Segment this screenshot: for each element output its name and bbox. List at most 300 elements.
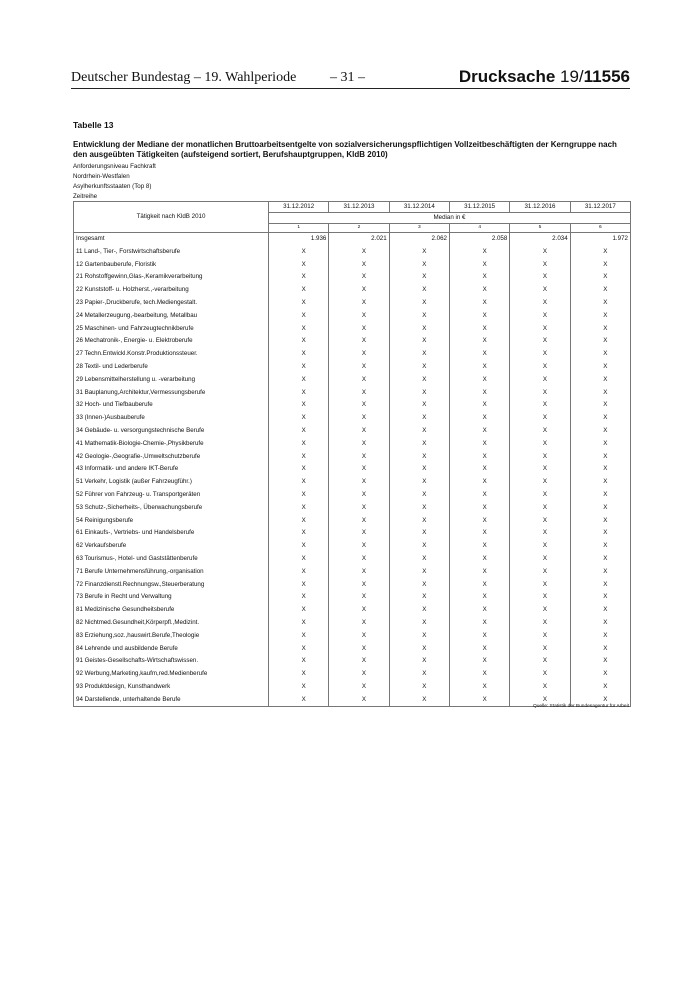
value-cell: X bbox=[269, 566, 329, 579]
parliament-title: Deutscher Bundestag – 19. Wahlperiode bbox=[71, 70, 297, 85]
table-row bbox=[74, 502, 631, 515]
value-cell: X bbox=[510, 310, 570, 323]
value-cell: X bbox=[329, 374, 389, 387]
column-number: 5 bbox=[510, 224, 570, 233]
value-cell: X bbox=[510, 271, 570, 284]
table-row bbox=[74, 425, 631, 438]
value-cell: X bbox=[269, 617, 329, 630]
value-cell: X bbox=[510, 412, 570, 425]
row-label: 92 Werbung,Marketing,kaufm,red.Medienberufe bbox=[74, 668, 269, 681]
value-cell: 2.021 bbox=[329, 233, 389, 246]
unit-header: Median in € bbox=[269, 213, 631, 224]
value-cell: X bbox=[570, 399, 630, 412]
value-cell: X bbox=[510, 323, 570, 336]
value-cell: X bbox=[449, 438, 509, 451]
value-cell: X bbox=[389, 515, 449, 528]
value-cell: X bbox=[510, 438, 570, 451]
value-cell: X bbox=[389, 604, 449, 617]
value-cell: X bbox=[510, 335, 570, 348]
column-number: 6 bbox=[570, 224, 630, 233]
value-cell: X bbox=[449, 540, 509, 553]
value-cell: X bbox=[510, 668, 570, 681]
value-cell: X bbox=[269, 553, 329, 566]
row-header-cell: Tätigkeit nach KldB 2010 bbox=[74, 202, 269, 233]
value-cell: X bbox=[449, 566, 509, 579]
value-cell: X bbox=[570, 259, 630, 272]
row-label: 27 Techn.Entwickl.Konstr.Produktionssteuer. bbox=[74, 348, 269, 361]
value-cell: X bbox=[269, 399, 329, 412]
value-cell: X bbox=[269, 284, 329, 297]
value-cell: X bbox=[570, 668, 630, 681]
value-cell: X bbox=[329, 591, 389, 604]
page-header bbox=[71, 67, 630, 90]
value-cell: X bbox=[570, 643, 630, 656]
value-cell: X bbox=[329, 271, 389, 284]
row-label: 26 Mechatronik-, Energie- u. Elektroberufe bbox=[74, 335, 269, 348]
value-cell: X bbox=[449, 259, 509, 272]
table-row bbox=[74, 259, 631, 272]
value-cell: 2.034 bbox=[510, 233, 570, 246]
table-row bbox=[74, 655, 631, 668]
row-label: 12 Gartenbauberufe, Floristik bbox=[74, 259, 269, 272]
row-label: 42 Geologie-,Geografie-,Umweltschutzberufe bbox=[74, 451, 269, 464]
value-cell: X bbox=[329, 681, 389, 694]
value-cell: X bbox=[570, 489, 630, 502]
value-cell: X bbox=[329, 604, 389, 617]
row-label: 91 Geistes-Gesellschafts-Wirtschaftswissen. bbox=[74, 655, 269, 668]
table-body bbox=[74, 233, 631, 707]
value-cell: X bbox=[329, 630, 389, 643]
table-row bbox=[74, 361, 631, 374]
value-cell: X bbox=[329, 412, 389, 425]
row-label: 31 Bauplanung,Architektur,Vermessungsberufe bbox=[74, 387, 269, 400]
meta-line: Nordrhein-Westfalen bbox=[73, 173, 130, 180]
value-cell: X bbox=[510, 361, 570, 374]
value-cell: X bbox=[510, 259, 570, 272]
value-cell: X bbox=[389, 591, 449, 604]
value-cell: X bbox=[389, 387, 449, 400]
value-cell: X bbox=[449, 668, 509, 681]
value-cell: X bbox=[389, 361, 449, 374]
value-cell: X bbox=[269, 387, 329, 400]
value-cell: X bbox=[449, 387, 509, 400]
value-cell: X bbox=[449, 591, 509, 604]
value-cell: X bbox=[269, 643, 329, 656]
value-cell: X bbox=[449, 643, 509, 656]
year-header: 31.12.2014 bbox=[389, 202, 449, 213]
value-cell: X bbox=[510, 681, 570, 694]
value-cell: X bbox=[510, 630, 570, 643]
value-cell: X bbox=[510, 387, 570, 400]
row-label: 41 Mathematik-Biologie-Chemie-,Physikberufe bbox=[74, 438, 269, 451]
row-label: 43 Informatik- und andere IKT-Berufe bbox=[74, 463, 269, 476]
value-cell: X bbox=[329, 284, 389, 297]
value-cell: X bbox=[449, 323, 509, 336]
value-cell: X bbox=[449, 310, 509, 323]
row-label: 62 Verkaufsberufe bbox=[74, 540, 269, 553]
table-row bbox=[74, 553, 631, 566]
value-cell: X bbox=[570, 246, 630, 259]
value-cell: X bbox=[329, 489, 389, 502]
value-cell: X bbox=[510, 246, 570, 259]
table-row bbox=[74, 540, 631, 553]
value-cell: X bbox=[269, 425, 329, 438]
value-cell: X bbox=[389, 643, 449, 656]
value-cell: X bbox=[449, 617, 509, 630]
value-cell: X bbox=[389, 502, 449, 515]
year-header-row bbox=[74, 202, 631, 213]
row-label: Insgesamt bbox=[74, 233, 269, 246]
value-cell: X bbox=[329, 335, 389, 348]
table-row bbox=[74, 387, 631, 400]
value-cell: X bbox=[329, 527, 389, 540]
value-cell: X bbox=[329, 438, 389, 451]
document-number-value: 11556 bbox=[583, 67, 630, 86]
row-label: 34 Gebäude- u. versorgungstechnische Berufe bbox=[74, 425, 269, 438]
value-cell: X bbox=[449, 271, 509, 284]
value-cell: X bbox=[269, 323, 329, 336]
table-row bbox=[74, 579, 631, 592]
table-row bbox=[74, 246, 631, 259]
table-row bbox=[74, 643, 631, 656]
table-meta bbox=[73, 162, 156, 202]
value-cell: X bbox=[269, 438, 329, 451]
value-cell: X bbox=[329, 348, 389, 361]
value-cell: X bbox=[510, 476, 570, 489]
value-cell: X bbox=[449, 246, 509, 259]
column-number: 3 bbox=[389, 224, 449, 233]
year-header: 31.12.2016 bbox=[510, 202, 570, 213]
table-row bbox=[74, 566, 631, 579]
row-label: 52 Führer von Fahrzeug- u. Transportgeräten bbox=[74, 489, 269, 502]
value-cell: X bbox=[510, 425, 570, 438]
value-cell: X bbox=[269, 335, 329, 348]
table-row bbox=[74, 630, 631, 643]
table-row bbox=[74, 348, 631, 361]
row-label: 73 Berufe in Recht und Verwaltung bbox=[74, 591, 269, 604]
table-row bbox=[74, 284, 631, 297]
value-cell: X bbox=[570, 387, 630, 400]
value-cell: X bbox=[269, 463, 329, 476]
value-cell: X bbox=[570, 297, 630, 310]
row-label: 94 Darstellende, unterhaltende Berufe bbox=[74, 694, 269, 707]
value-cell: X bbox=[329, 579, 389, 592]
table-row bbox=[74, 399, 631, 412]
value-cell: X bbox=[389, 655, 449, 668]
row-label: 33 (Innen-)Ausbauberufe bbox=[74, 412, 269, 425]
value-cell: X bbox=[269, 310, 329, 323]
table-row bbox=[74, 668, 631, 681]
value-cell: X bbox=[389, 681, 449, 694]
document-number bbox=[459, 67, 630, 87]
value-cell: X bbox=[389, 527, 449, 540]
table-row bbox=[74, 438, 631, 451]
value-cell: X bbox=[570, 604, 630, 617]
year-header: 31.12.2017 bbox=[570, 202, 630, 213]
value-cell: X bbox=[329, 425, 389, 438]
value-cell: X bbox=[510, 374, 570, 387]
row-label: 61 Einkaufs-, Vertriebs- und Handelsberufe bbox=[74, 527, 269, 540]
value-cell: X bbox=[510, 591, 570, 604]
table-row bbox=[74, 310, 631, 323]
value-cell: X bbox=[449, 451, 509, 464]
row-label: 53 Schutz-,Sicherheits-, Überwachungsberufe bbox=[74, 502, 269, 515]
value-cell: X bbox=[269, 540, 329, 553]
value-cell: X bbox=[269, 515, 329, 528]
value-cell: X bbox=[329, 668, 389, 681]
row-label: 28 Textil- und Lederberufe bbox=[74, 361, 269, 374]
value-cell: X bbox=[329, 399, 389, 412]
table-row bbox=[74, 515, 631, 528]
value-cell: X bbox=[449, 553, 509, 566]
value-cell: X bbox=[510, 284, 570, 297]
value-cell: X bbox=[269, 502, 329, 515]
value-cell: X bbox=[269, 579, 329, 592]
row-label: 84 Lehrende und ausbildende Berufe bbox=[74, 643, 269, 656]
value-cell: X bbox=[269, 374, 329, 387]
value-cell: X bbox=[449, 489, 509, 502]
value-cell: X bbox=[570, 310, 630, 323]
value-cell: X bbox=[389, 463, 449, 476]
value-cell: X bbox=[389, 284, 449, 297]
value-cell: X bbox=[269, 630, 329, 643]
value-cell: 2.062 bbox=[389, 233, 449, 246]
value-cell: X bbox=[510, 489, 570, 502]
value-cell: X bbox=[389, 348, 449, 361]
table-row bbox=[74, 463, 631, 476]
value-cell: X bbox=[329, 246, 389, 259]
table-row bbox=[74, 617, 631, 630]
value-cell: X bbox=[570, 655, 630, 668]
row-label: 25 Maschinen- und Fahrzeugtechnikberufe bbox=[74, 323, 269, 336]
value-cell: X bbox=[570, 540, 630, 553]
row-label: 82 Nichtmed.Gesundheit,Körperpfl.,Medizint. bbox=[74, 617, 269, 630]
row-label: 21 Rohstoffgewinn,Glas-,Keramikverarbeitung bbox=[74, 271, 269, 284]
table-row bbox=[74, 476, 631, 489]
value-cell: X bbox=[510, 694, 570, 707]
value-cell: 2.058 bbox=[449, 233, 509, 246]
table-row bbox=[74, 412, 631, 425]
value-cell: X bbox=[510, 451, 570, 464]
value-cell: X bbox=[389, 399, 449, 412]
row-label: 51 Verkehr, Logistik (außer Fahrzeugführ.) bbox=[74, 476, 269, 489]
value-cell: X bbox=[269, 668, 329, 681]
meta-line: Anforderungsniveau Fachkraft bbox=[73, 163, 156, 170]
value-cell: X bbox=[449, 579, 509, 592]
value-cell: X bbox=[329, 463, 389, 476]
value-cell: X bbox=[570, 681, 630, 694]
document-number-prefix: 19/ bbox=[555, 67, 584, 86]
value-cell: X bbox=[389, 374, 449, 387]
value-cell: X bbox=[329, 502, 389, 515]
value-cell: X bbox=[510, 399, 570, 412]
value-cell: X bbox=[269, 604, 329, 617]
value-cell: X bbox=[389, 668, 449, 681]
table-row bbox=[74, 604, 631, 617]
value-cell: X bbox=[389, 310, 449, 323]
value-cell: X bbox=[449, 694, 509, 707]
value-cell: X bbox=[389, 489, 449, 502]
value-cell: 1.972 bbox=[570, 233, 630, 246]
column-number: 4 bbox=[449, 224, 509, 233]
value-cell: X bbox=[389, 540, 449, 553]
value-cell: X bbox=[449, 374, 509, 387]
value-cell: X bbox=[389, 425, 449, 438]
value-cell: X bbox=[510, 579, 570, 592]
value-cell: X bbox=[269, 655, 329, 668]
value-cell: X bbox=[449, 412, 509, 425]
value-cell: X bbox=[329, 553, 389, 566]
table-row bbox=[74, 527, 631, 540]
value-cell: X bbox=[570, 527, 630, 540]
header-rule bbox=[71, 88, 630, 89]
value-cell: X bbox=[269, 451, 329, 464]
table-row bbox=[74, 451, 631, 464]
value-cell: X bbox=[570, 502, 630, 515]
value-cell: X bbox=[449, 361, 509, 374]
value-cell: X bbox=[449, 515, 509, 528]
data-table bbox=[73, 201, 631, 707]
value-cell: X bbox=[269, 259, 329, 272]
meta-line: Asylherkunftsstaaten (Top 8) bbox=[73, 183, 152, 190]
value-cell: X bbox=[389, 451, 449, 464]
value-cell: X bbox=[510, 655, 570, 668]
value-cell: X bbox=[570, 630, 630, 643]
meta-line: Zeitreihe bbox=[73, 193, 98, 200]
row-label: 29 Lebensmittelherstellung u. -verarbeitung bbox=[74, 374, 269, 387]
value-cell: X bbox=[329, 694, 389, 707]
value-cell: X bbox=[449, 681, 509, 694]
value-cell: X bbox=[570, 284, 630, 297]
value-cell: X bbox=[510, 566, 570, 579]
value-cell: X bbox=[570, 515, 630, 528]
value-cell: X bbox=[329, 540, 389, 553]
table-row bbox=[74, 233, 631, 246]
row-label: 22 Kunststoff- u. Holzherst.,-verarbeitung bbox=[74, 284, 269, 297]
value-cell: X bbox=[389, 259, 449, 272]
value-cell: X bbox=[570, 463, 630, 476]
table-row bbox=[74, 297, 631, 310]
row-label: 54 Reinigungsberufe bbox=[74, 515, 269, 528]
row-label: 11 Land-, Tier-, Forstwirtschaftsberufe bbox=[74, 246, 269, 259]
value-cell: X bbox=[570, 323, 630, 336]
value-cell: X bbox=[329, 361, 389, 374]
value-cell: X bbox=[570, 566, 630, 579]
table-row bbox=[74, 374, 631, 387]
value-cell: X bbox=[449, 527, 509, 540]
value-cell: X bbox=[449, 630, 509, 643]
value-cell: X bbox=[570, 451, 630, 464]
value-cell: X bbox=[449, 297, 509, 310]
value-cell: X bbox=[329, 310, 389, 323]
row-label: 81 Medizinische Gesundheitsberufe bbox=[74, 604, 269, 617]
value-cell: X bbox=[449, 604, 509, 617]
value-cell: X bbox=[510, 297, 570, 310]
value-cell: X bbox=[510, 463, 570, 476]
year-header: 31.12.2013 bbox=[329, 202, 389, 213]
value-cell: X bbox=[329, 566, 389, 579]
row-label: 23 Papier-,Druckberufe, tech.Mediengestalt. bbox=[74, 297, 269, 310]
value-cell: X bbox=[389, 438, 449, 451]
value-cell: X bbox=[329, 387, 389, 400]
row-label: 24 Metallerzeugung,-bearbeitung, Metallbau bbox=[74, 310, 269, 323]
value-cell: X bbox=[269, 694, 329, 707]
value-cell: X bbox=[570, 553, 630, 566]
value-cell: X bbox=[510, 604, 570, 617]
value-cell: X bbox=[570, 425, 630, 438]
value-cell: X bbox=[510, 348, 570, 361]
value-cell: X bbox=[389, 566, 449, 579]
value-cell: X bbox=[329, 297, 389, 310]
value-cell: X bbox=[510, 502, 570, 515]
value-cell: X bbox=[570, 438, 630, 451]
row-label: 32 Hoch- und Tiefbauberufe bbox=[74, 399, 269, 412]
column-number: 1 bbox=[269, 224, 329, 233]
value-cell: X bbox=[389, 553, 449, 566]
value-cell: X bbox=[269, 476, 329, 489]
value-cell: X bbox=[389, 579, 449, 592]
value-cell: X bbox=[449, 348, 509, 361]
row-label: 93 Produktdesign, Kunsthandwerk bbox=[74, 681, 269, 694]
value-cell: X bbox=[570, 694, 630, 707]
value-cell: X bbox=[570, 348, 630, 361]
value-cell: X bbox=[389, 323, 449, 336]
value-cell: X bbox=[329, 451, 389, 464]
value-cell: X bbox=[510, 643, 570, 656]
value-cell: X bbox=[389, 412, 449, 425]
column-number: 2 bbox=[329, 224, 389, 233]
value-cell: X bbox=[329, 655, 389, 668]
value-cell: X bbox=[269, 361, 329, 374]
value-cell: X bbox=[269, 591, 329, 604]
value-cell: X bbox=[329, 617, 389, 630]
value-cell: X bbox=[269, 348, 329, 361]
value-cell: X bbox=[389, 630, 449, 643]
table-row bbox=[74, 591, 631, 604]
value-cell: X bbox=[389, 617, 449, 630]
value-cell: X bbox=[449, 399, 509, 412]
source-note: Quelle: Statistik der Bundesagentur für Arbeit bbox=[533, 704, 629, 709]
value-cell: X bbox=[389, 271, 449, 284]
row-label: 83 Erziehung,soz.,hauswirt.Berufe,Theologie bbox=[74, 630, 269, 643]
value-cell: X bbox=[510, 527, 570, 540]
row-label: 63 Tourismus-, Hotel- und Gaststättenberufe bbox=[74, 553, 269, 566]
value-cell: X bbox=[510, 515, 570, 528]
row-label: 71 Berufe Unternehmensführung,-organisation bbox=[74, 566, 269, 579]
table-row bbox=[74, 271, 631, 284]
page-number: – 31 – bbox=[330, 70, 365, 85]
value-cell: X bbox=[389, 694, 449, 707]
value-cell: X bbox=[570, 374, 630, 387]
value-cell: X bbox=[449, 655, 509, 668]
value-cell: X bbox=[329, 259, 389, 272]
value-cell: X bbox=[570, 591, 630, 604]
value-cell: X bbox=[449, 502, 509, 515]
table-row bbox=[74, 335, 631, 348]
value-cell: X bbox=[570, 271, 630, 284]
value-cell: X bbox=[510, 617, 570, 630]
value-cell: X bbox=[269, 246, 329, 259]
value-cell: X bbox=[570, 617, 630, 630]
value-cell: X bbox=[510, 540, 570, 553]
value-cell: X bbox=[329, 643, 389, 656]
table-title: Entwicklung der Mediane der monatlichen Bruttoarbeitsentgelte von sozialversicherungspflichtigen Vollzeitbeschäftigten der Kerngruppe nach den ausgeübten Tätigkeiten (aufsteigend sortiert, Berufshauptgruppen, KldB 2010) bbox=[73, 140, 617, 159]
value-cell: X bbox=[510, 553, 570, 566]
value-cell: X bbox=[449, 463, 509, 476]
value-cell: X bbox=[449, 335, 509, 348]
value-cell: X bbox=[389, 297, 449, 310]
row-label: 72 Finanzdienstl.Rechnungsw.,Steuerberatung bbox=[74, 579, 269, 592]
